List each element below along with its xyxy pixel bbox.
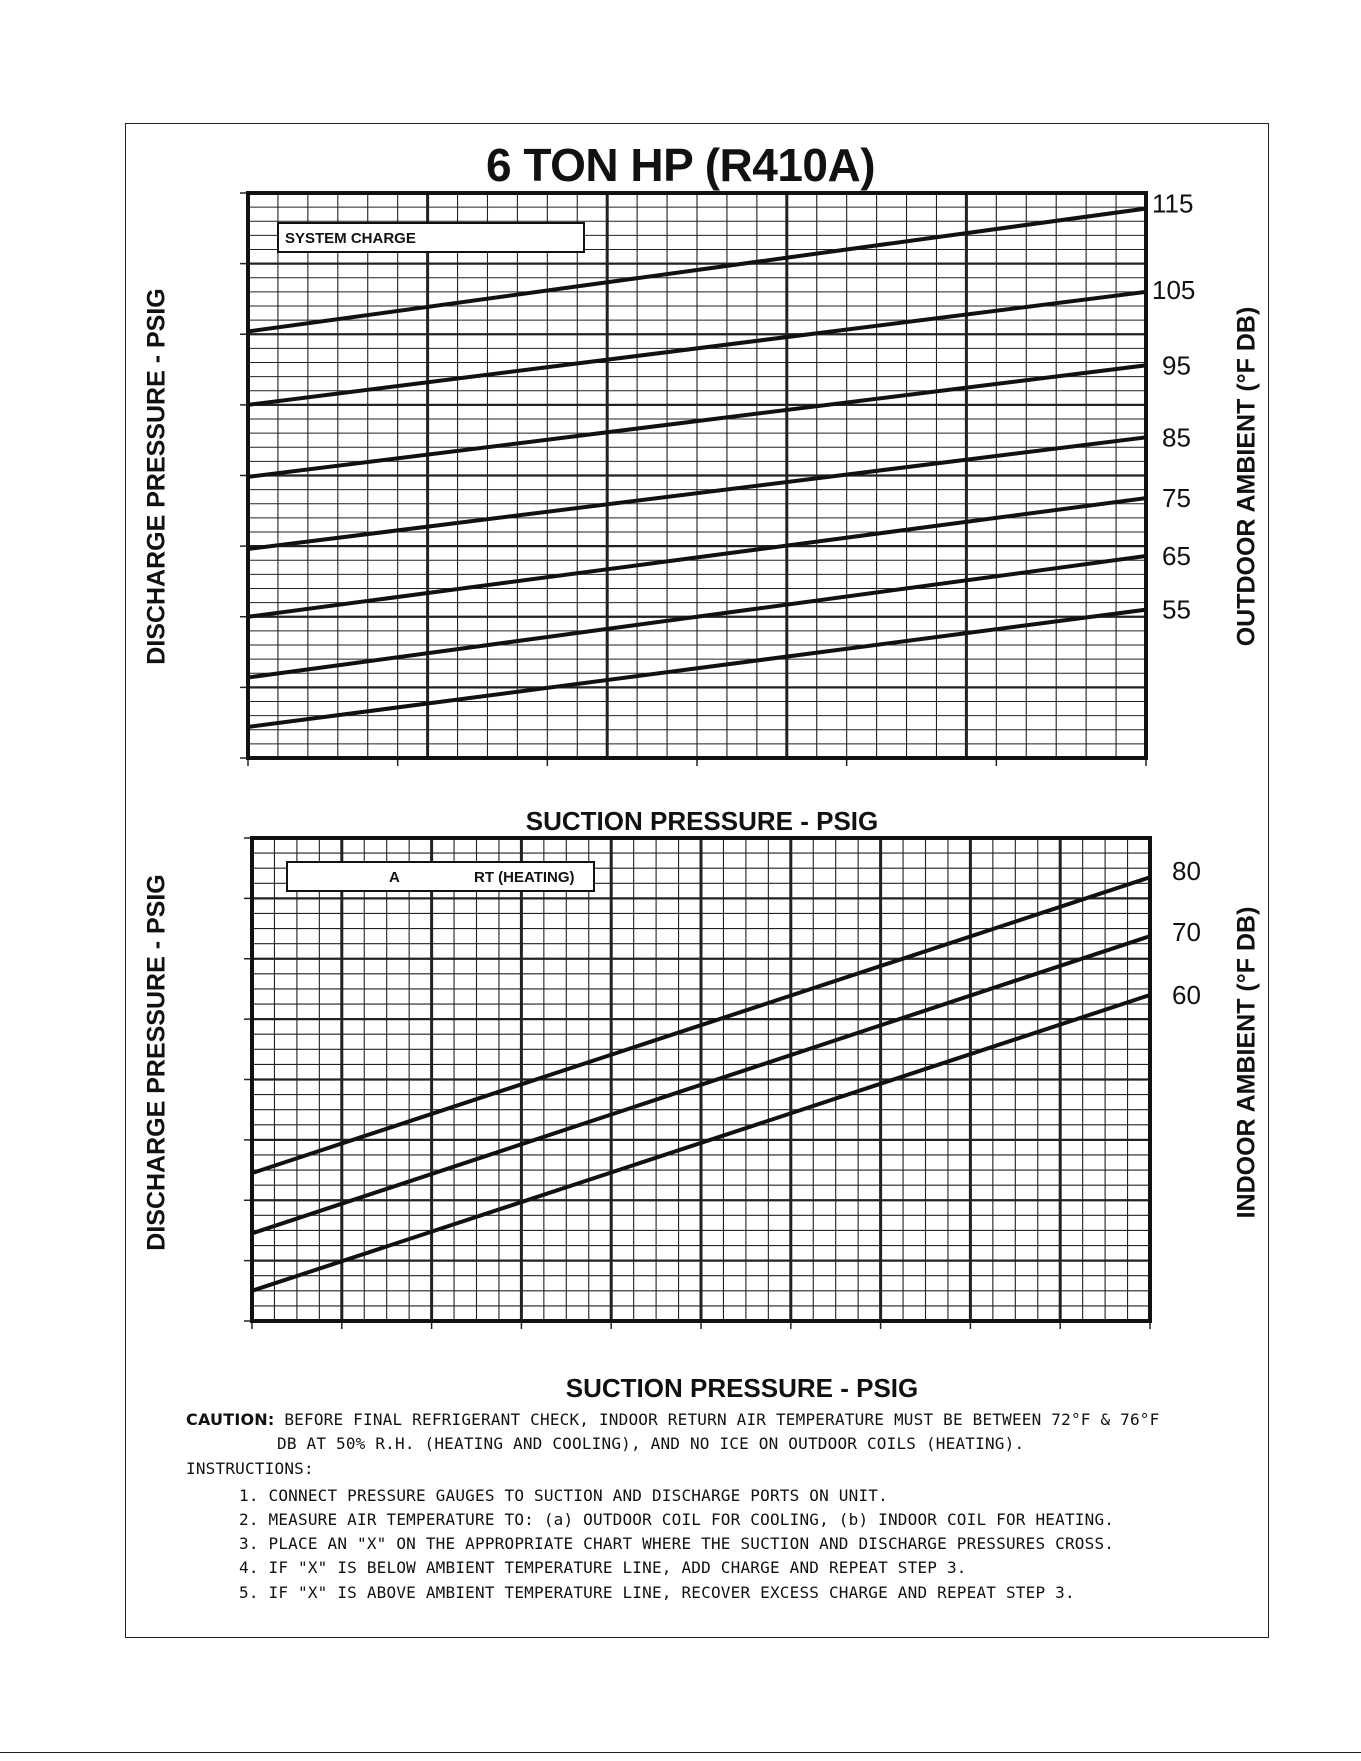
series-label-80: 80: [1172, 856, 1201, 887]
instruction-step: 4. IF "X" IS BELOW AMBIENT TEMPERATURE LINE, ADD CHARGE AND REPEAT STEP 3.: [239, 1558, 967, 1577]
series-label-75: 75: [1162, 483, 1191, 514]
chart1-y2-axis-label: OUTDOOR AMBIENT (°F DB): [1232, 306, 1261, 647]
caution-text-2: DB AT 50% R.H. (HEATING AND COOLING), AND NO ICE ON OUTDOOR COILS (HEATING).: [277, 1434, 1025, 1453]
chart-title: 6 TON HP (R410A): [485, 139, 876, 191]
instructions-label: INSTRUCTIONS:: [186, 1459, 314, 1478]
series-label-55: 55: [1162, 594, 1191, 625]
legend-label-right: RT (HEATING): [474, 869, 575, 886]
series-label-115: 115: [1152, 188, 1194, 219]
chart1-x-axis-label: SUCTION PRESSURE - PSIG: [525, 806, 879, 836]
instruction-step: 1. CONNECT PRESSURE GAUGES TO SUCTION AND DISCHARGE PORTS ON UNIT.: [239, 1486, 888, 1505]
series-label-95: 95: [1162, 350, 1191, 381]
instruction-step: 5. IF "X" IS ABOVE AMBIENT TEMPERATURE LINE, RECOVER EXCESS CHARGE AND REPEAT STEP 3.: [239, 1583, 1075, 1602]
chart2-y2-axis-label: INDOOR AMBIENT (°F DB): [1232, 906, 1261, 1219]
instruction-step: 3. PLACE AN "X" ON THE APPROPRIATE CHART WHERE THE SUCTION AND DISCHARGE PRESSURES CROSS.: [239, 1534, 1115, 1553]
instruction-step: 2. MEASURE AIR TEMPERATURE TO: (a) OUTDOOR COIL FOR COOLING, (b) INDOOR COIL FOR HEATING.: [239, 1510, 1115, 1529]
legend-label-left: A: [389, 869, 400, 886]
series-label-105: 105: [1152, 274, 1196, 305]
caution-text-1: BEFORE FINAL REFRIGERANT CHECK, INDOOR RETURN AIR TEMPERATURE MUST BE BETWEEN 72°F & 76°F: [284, 1410, 1160, 1429]
chart2-y-axis-label: DISCHARGE PRESSURE - PSIG: [142, 874, 171, 1251]
caution-line-1: [186, 1410, 1159, 1429]
chart1-y-axis-label: DISCHARGE PRESSURE - PSIG: [142, 288, 171, 665]
chart2-x-axis-label: SUCTION PRESSURE - PSIG: [565, 1373, 919, 1403]
caution-label: CAUTION:: [186, 1410, 275, 1429]
series-label-85: 85: [1162, 422, 1191, 453]
series-label-65: 65: [1162, 541, 1191, 572]
series-label-70: 70: [1172, 917, 1201, 948]
legend-label: SYSTEM CHARGE: [285, 230, 416, 247]
footer-rule: [0, 1752, 1361, 1753]
series-label-60: 60: [1172, 979, 1201, 1010]
